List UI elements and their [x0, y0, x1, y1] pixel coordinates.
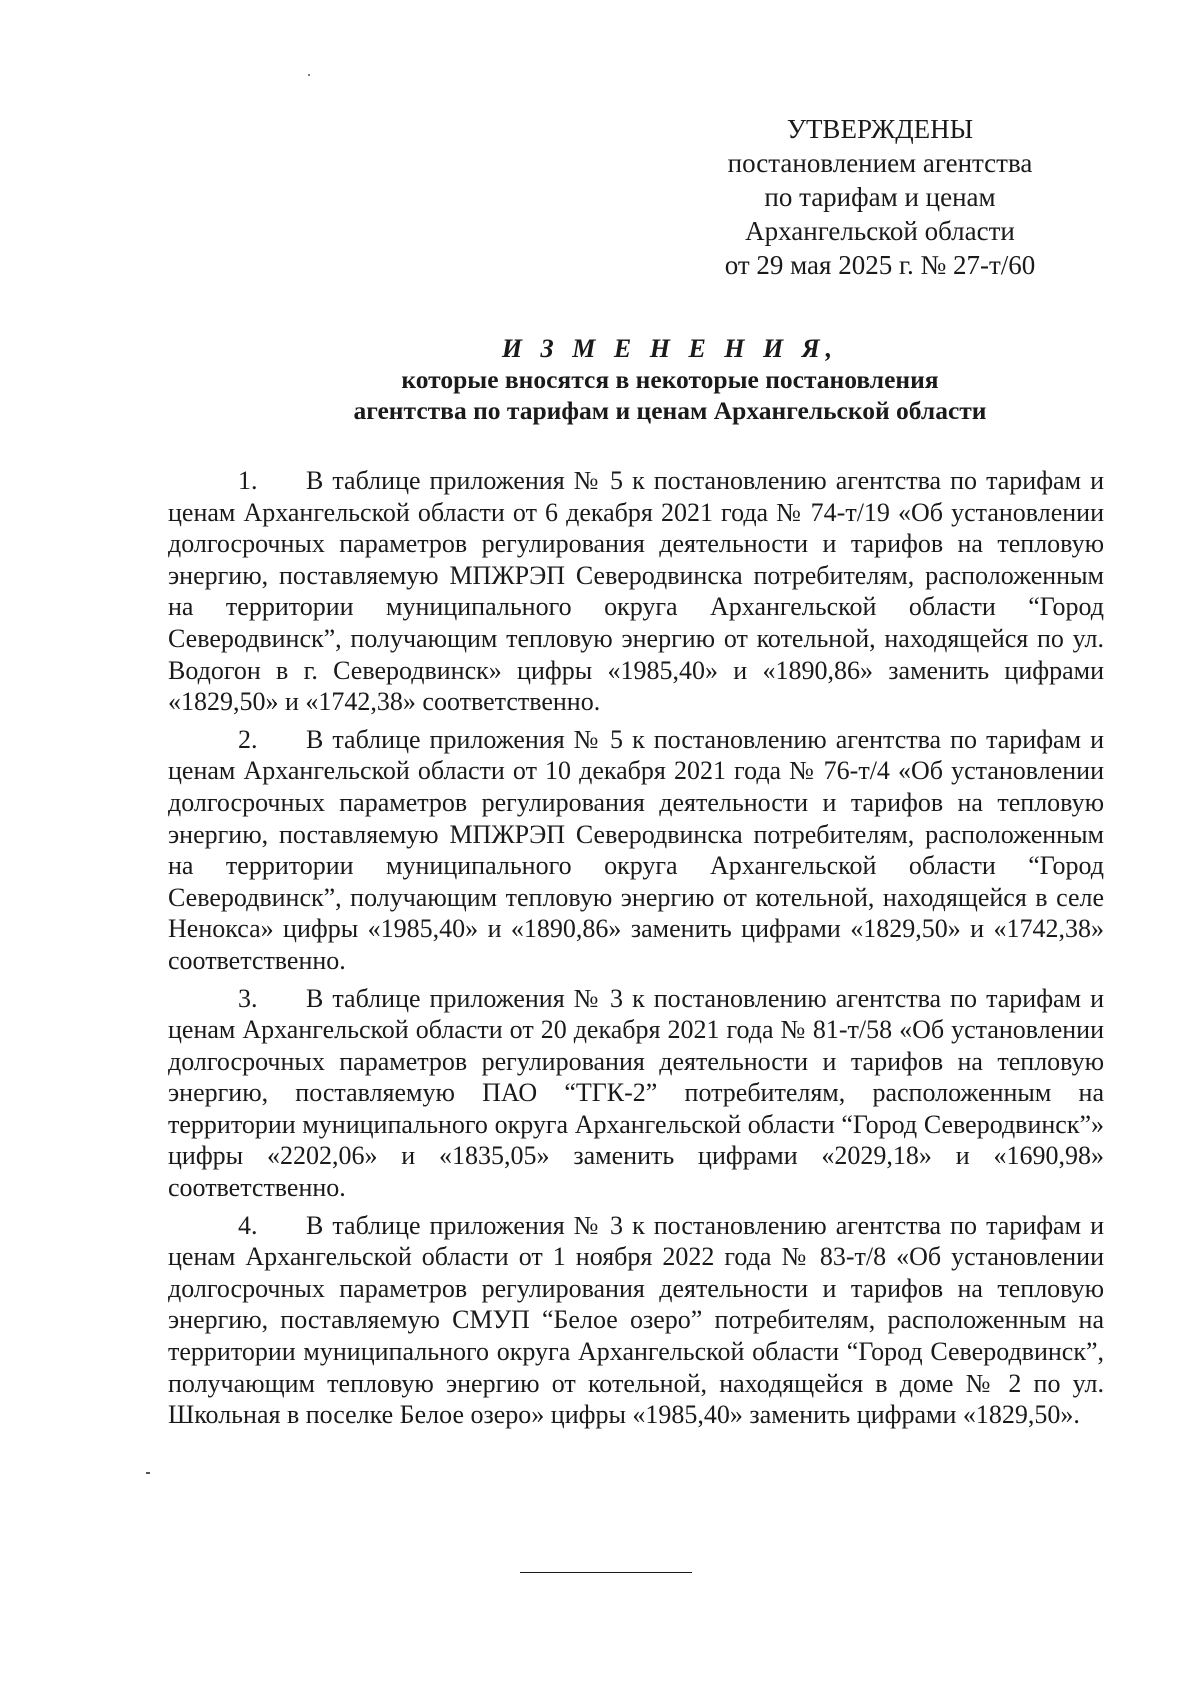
item-number: 1. [238, 466, 258, 495]
list-item [168, 983, 1104, 1204]
document-body [168, 465, 1104, 1437]
approval-line-4: Архангельской области [745, 216, 1015, 246]
document-subtitle-line-2: агентства по тарифам и ценам Архангельской области [353, 396, 987, 425]
list-item [168, 465, 1104, 718]
list-item [168, 724, 1104, 977]
scan-artifact [308, 74, 310, 76]
list-item [168, 1210, 1104, 1431]
approval-line-3: по тарифам и ценам [764, 182, 996, 212]
approval-line-2: постановлением агентства [727, 148, 1033, 178]
approval-date-number: от 29 мая 2025 г. № 27-т/60 [724, 250, 1036, 280]
item-number: 3. [238, 983, 258, 1013]
document-heading [170, 333, 1170, 426]
scan-artifact [146, 1472, 150, 1474]
approval-title: УТВЕРЖДЕНЫ [786, 114, 974, 144]
approval-block [680, 112, 1080, 282]
item-text: В таблице приложения № 3 к постановлению агентства по тарифам и ценам Архангельской области от 20 декабря 2021 года № 81-т/58 «Об установлении долгосрочных параметров регулирования деятельности и тарифов на тепловую энергию, поставляемую ПАО “ТГК-2” потребителям, расположенным на территории муниципального округа Архангельской области “Город Северодвинск”» цифры «2202,06» и «1835,05» заменить цифрами «2029,18» и «1690,98» соответственно. [168, 983, 1104, 1203]
document-subtitle-line-1: которые вносятся в некоторые постановления [401, 365, 939, 394]
item-text: В таблице приложения № 5 к постановлению агентства по тарифам и ценам Архангельской области от 10 декабря 2021 года № 76-т/4 «Об установлении долгосрочных параметров регулирования деятельности и тарифов на тепловую энергию, поставляемую МПЖРЭП Северодвинска потребителям, расположенным на территории муниципального округа Архангельской области “Город Северодвинск”, получающим тепловую энергию от котельной, находящейся в селе Ненокса» цифры «1985,40» и «1890,86» заменить цифрами «1829,50» и «1742,38» соответственно. [168, 724, 1104, 975]
item-text: В таблице приложения № 5 к постановлению агентства по тарифам и ценам Архангельской области от 6 декабря 2021 года № 74-т/19 «Об установлении долгосрочных параметров регулирования деятельности и тарифов на тепловую энергию, поставляемую МПЖРЭП Северодвинска потребителям, расположенным на территории муниципального округа Архангельской области “Город Северодвинск”, получающим тепловую энергию от котельной, находящейся по ул. Водогон в г. Северодвинск» цифры «1985,40» и «1890,86» заменить цифрами «1829,50» и «1742,38» соответственно. [168, 466, 1104, 717]
item-text: В таблице приложения № 3 к постановлению агентства по тарифам и ценам Архангельской области от 1 ноября 2022 года № 83-т/8 «Об установлении долгосрочных параметров регулирования деятельности и тарифов на тепловую энергию, поставляемую СМУП “Белое озеро” потребителям, расположенным на территории муниципального округа Архангельской области “Город Северодвинск”, получающим тепловую энергию от котельной, находящейся в доме № 2 по ул. Школьная в поселке Белое озеро» цифры «1985,40» заменить цифрами «1829,50». [168, 1210, 1104, 1430]
document-title: И З М Е Н Е Н И Я, [501, 334, 839, 363]
item-number: 2. [238, 724, 258, 754]
closing-divider [520, 1572, 692, 1573]
item-number: 4. [238, 1210, 258, 1240]
